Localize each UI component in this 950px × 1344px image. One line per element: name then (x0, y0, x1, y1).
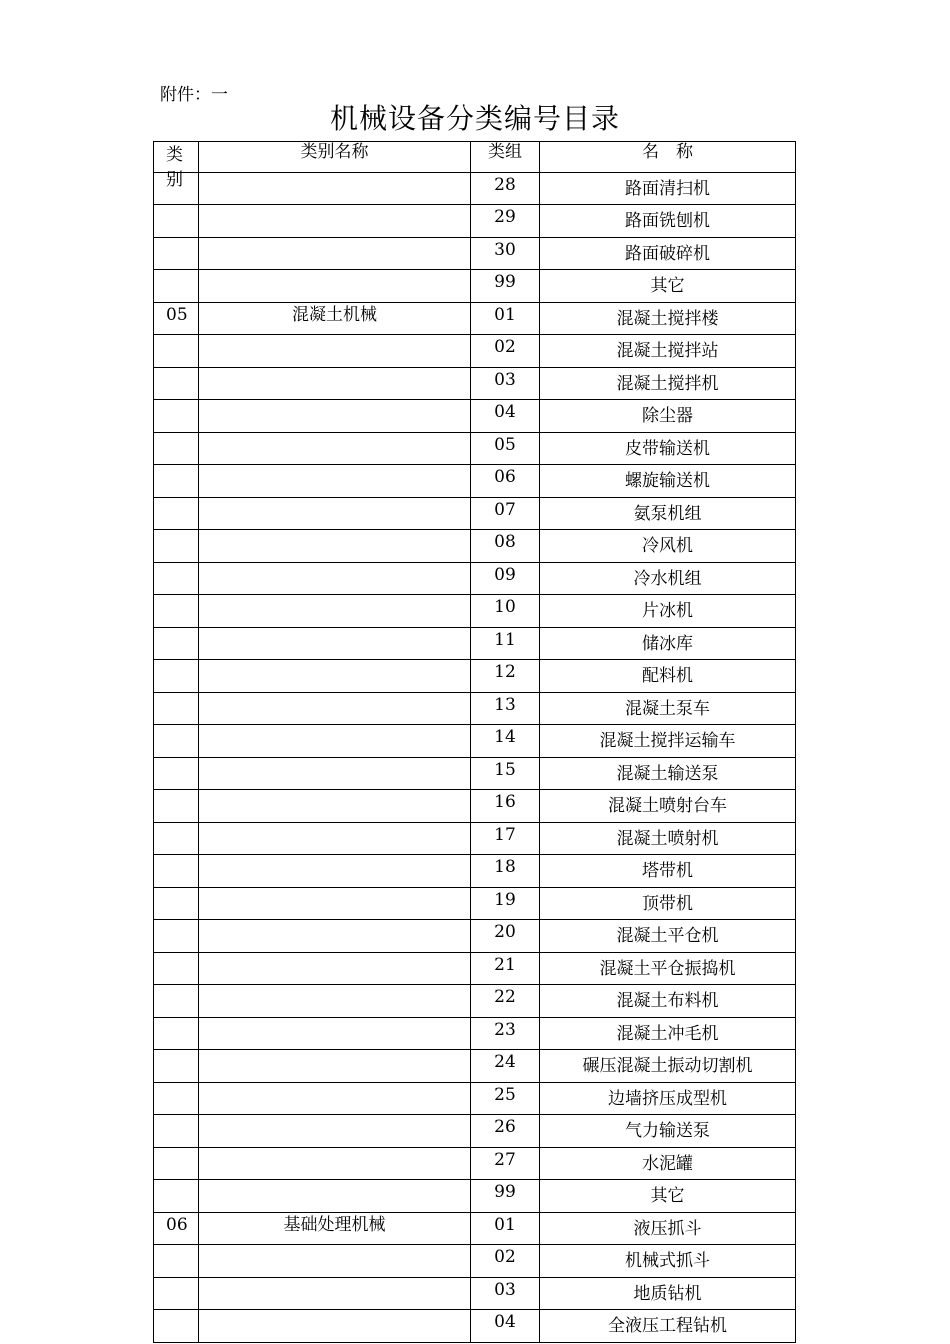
header-category (154, 142, 199, 190)
equipment-name-cell: 混凝土搅拌机 (540, 367, 796, 400)
category-code-cell (154, 335, 199, 368)
table-row (154, 497, 796, 530)
group-code-cell: 19 (471, 887, 540, 920)
table-row (154, 172, 796, 205)
group-code-cell: 12 (471, 660, 540, 693)
equipment-table (153, 141, 796, 1343)
equipment-name-cell: 冷风机 (540, 530, 796, 563)
equipment-name-cell: 混凝土泵车 (540, 692, 796, 725)
table-row (154, 692, 796, 725)
table-header-row (154, 142, 796, 173)
group-code-cell: 06 (471, 465, 540, 498)
table-row (154, 530, 796, 563)
table-row (154, 1180, 796, 1213)
group-code-cell: 10 (471, 595, 540, 628)
group-code-cell: 02 (471, 1245, 540, 1278)
category-name-cell (199, 855, 471, 888)
group-code-cell: 03 (471, 1277, 540, 1310)
table-row (154, 1212, 796, 1245)
category-code-cell (154, 985, 199, 1018)
table-row (154, 1017, 796, 1050)
category-name-cell (199, 790, 471, 823)
page-title: 机械设备分类编号目录 (329, 102, 620, 135)
table-row (154, 1147, 796, 1180)
category-code-cell (154, 497, 199, 530)
category-code-cell (154, 822, 199, 855)
table-row (154, 855, 796, 888)
equipment-name-cell: 路面破碎机 (540, 237, 796, 270)
category-name-cell (199, 237, 471, 270)
group-code-cell: 18 (471, 855, 540, 888)
category-code-cell (154, 562, 199, 595)
category-name-cell (199, 1050, 471, 1083)
equipment-name-cell: 混凝土搅拌运输车 (540, 725, 796, 758)
table-row (154, 757, 796, 790)
category-code-cell (154, 1310, 199, 1343)
equipment-name-cell: 除尘器 (540, 400, 796, 433)
header-group: 类组 (471, 142, 540, 173)
category-name-cell (199, 497, 471, 530)
equipment-name-cell: 碾压混凝土振动切割机 (540, 1050, 796, 1083)
category-code-cell (154, 757, 199, 790)
category-name-cell (199, 595, 471, 628)
equipment-name-cell: 混凝土冲毛机 (540, 1017, 796, 1050)
equipment-name-cell: 全液压工程钻机 (540, 1310, 796, 1343)
table-row (154, 725, 796, 758)
equipment-name-cell: 液压抓斗 (540, 1212, 796, 1245)
table-row (154, 1115, 796, 1148)
equipment-name-cell: 混凝土输送泵 (540, 757, 796, 790)
equipment-name-cell: 混凝土喷射机 (540, 822, 796, 855)
table-row (154, 367, 796, 400)
table-row (154, 270, 796, 303)
category-code-cell (154, 692, 199, 725)
category-name-cell (199, 400, 471, 433)
category-name-cell (199, 1277, 471, 1310)
category-code-cell (154, 1180, 199, 1213)
category-code-cell (154, 725, 199, 758)
group-code-cell: 09 (471, 562, 540, 595)
group-code-cell: 29 (471, 205, 540, 238)
category-code-cell (154, 465, 199, 498)
category-name-cell: 混凝土机械 (199, 302, 471, 335)
table-row (154, 205, 796, 238)
group-code-cell: 07 (471, 497, 540, 530)
category-name-cell (199, 1115, 471, 1148)
equipment-name-cell: 片冰机 (540, 595, 796, 628)
equipment-name-cell: 混凝土平仓机 (540, 920, 796, 953)
group-code-cell: 25 (471, 1082, 540, 1115)
equipment-name-cell: 顶带机 (540, 887, 796, 920)
table-row (154, 237, 796, 270)
group-code-cell: 24 (471, 1050, 540, 1083)
group-code-cell: 20 (471, 920, 540, 953)
group-code-cell: 05 (471, 432, 540, 465)
category-code-cell (154, 530, 199, 563)
group-code-cell: 16 (471, 790, 540, 823)
category-code-cell (154, 920, 199, 953)
equipment-name-cell: 路面铣刨机 (540, 205, 796, 238)
table-row (154, 335, 796, 368)
category-name-cell (199, 335, 471, 368)
header-name: 名 称 (540, 142, 796, 173)
category-name-cell (199, 725, 471, 758)
group-code-cell: 22 (471, 985, 540, 1018)
equipment-name-cell: 螺旋输送机 (540, 465, 796, 498)
category-code-cell (154, 595, 199, 628)
category-code-cell (154, 790, 199, 823)
table-body (154, 172, 796, 1342)
category-name-cell (199, 627, 471, 660)
equipment-name-cell: 机械式抓斗 (540, 1245, 796, 1278)
category-code-cell (154, 1115, 199, 1148)
table-row (154, 400, 796, 433)
equipment-name-cell: 气力输送泵 (540, 1115, 796, 1148)
group-code-cell: 01 (471, 302, 540, 335)
table-row (154, 985, 796, 1018)
category-code-cell (154, 952, 199, 985)
category-name-cell (199, 562, 471, 595)
group-code-cell: 02 (471, 335, 540, 368)
category-name-cell (199, 692, 471, 725)
category-code-cell (154, 627, 199, 660)
table-row (154, 790, 796, 823)
group-code-cell: 15 (471, 757, 540, 790)
table-row (154, 1245, 796, 1278)
table-row (154, 920, 796, 953)
category-code-cell (154, 1017, 199, 1050)
category-name-cell (199, 205, 471, 238)
group-code-cell: 14 (471, 725, 540, 758)
category-name-cell (199, 367, 471, 400)
category-name-cell (199, 1147, 471, 1180)
table-row (154, 627, 796, 660)
category-name-cell (199, 822, 471, 855)
category-code-cell (154, 660, 199, 693)
category-name-cell (199, 432, 471, 465)
category-name-cell (199, 465, 471, 498)
equipment-name-cell: 地质钻机 (540, 1277, 796, 1310)
table-row (154, 465, 796, 498)
group-code-cell: 01 (471, 1212, 540, 1245)
category-name-cell (199, 1082, 471, 1115)
category-code-cell (154, 1082, 199, 1115)
table-row (154, 952, 796, 985)
category-name-cell (199, 172, 471, 205)
attachment-label: 附件：一 (160, 85, 228, 105)
category-name-cell (199, 1017, 471, 1050)
category-name-cell (199, 952, 471, 985)
category-name-cell (199, 660, 471, 693)
category-code-cell (154, 887, 199, 920)
group-code-cell: 04 (471, 1310, 540, 1343)
category-code-cell (154, 855, 199, 888)
table-row (154, 1310, 796, 1343)
category-code-cell (154, 432, 199, 465)
equipment-name-cell: 混凝土搅拌站 (540, 335, 796, 368)
group-code-cell: 17 (471, 822, 540, 855)
category-name-cell (199, 757, 471, 790)
category-code-cell: 05 (154, 302, 199, 335)
table-row (154, 595, 796, 628)
group-code-cell: 26 (471, 1115, 540, 1148)
category-code-cell (154, 1277, 199, 1310)
equipment-name-cell: 其它 (540, 1180, 796, 1213)
category-code-cell (154, 1050, 199, 1083)
equipment-name-cell: 皮带输送机 (540, 432, 796, 465)
equipment-name-cell: 混凝土平仓振捣机 (540, 952, 796, 985)
category-name-cell (199, 530, 471, 563)
group-code-cell: 99 (471, 1180, 540, 1213)
table-row (154, 1050, 796, 1083)
equipment-name-cell: 水泥罐 (540, 1147, 796, 1180)
equipment-name-cell: 氨泵机组 (540, 497, 796, 530)
category-name-cell (199, 887, 471, 920)
category-code-cell (154, 1245, 199, 1278)
group-code-cell: 08 (471, 530, 540, 563)
group-code-cell: 13 (471, 692, 540, 725)
table-row (154, 562, 796, 595)
group-code-cell: 23 (471, 1017, 540, 1050)
equipment-name-cell: 塔带机 (540, 855, 796, 888)
equipment-name-cell: 混凝土布料机 (540, 985, 796, 1018)
group-code-cell: 30 (471, 237, 540, 270)
category-code-cell (154, 270, 199, 303)
category-code-cell (154, 205, 199, 238)
equipment-name-cell: 冷水机组 (540, 562, 796, 595)
group-code-cell: 11 (471, 627, 540, 660)
equipment-name-cell: 路面清扫机 (540, 172, 796, 205)
category-name-cell: 基础处理机械 (199, 1212, 471, 1245)
category-code-cell (154, 237, 199, 270)
category-name-cell (199, 1310, 471, 1343)
table-row (154, 432, 796, 465)
category-name-cell (199, 270, 471, 303)
category-code-cell (154, 367, 199, 400)
equipment-name-cell: 储冰库 (540, 627, 796, 660)
equipment-name-cell: 边墙挤压成型机 (540, 1082, 796, 1115)
table-row (154, 1277, 796, 1310)
header-category-name: 类别名称 (199, 142, 471, 173)
equipment-name-cell: 混凝土喷射台车 (540, 790, 796, 823)
table-row (154, 660, 796, 693)
equipment-name-cell: 配料机 (540, 660, 796, 693)
category-name-cell (199, 1180, 471, 1213)
category-name-cell (199, 985, 471, 1018)
table-row (154, 302, 796, 335)
group-code-cell: 04 (471, 400, 540, 433)
category-code-cell (154, 1147, 199, 1180)
group-code-cell: 21 (471, 952, 540, 985)
header-category-label: 类别 (166, 145, 183, 190)
table-row (154, 822, 796, 855)
group-code-cell: 28 (471, 172, 540, 205)
category-code-cell: 06 (154, 1212, 199, 1245)
category-name-cell (199, 1245, 471, 1278)
equipment-name-cell: 混凝土搅拌楼 (540, 302, 796, 335)
group-code-cell: 03 (471, 367, 540, 400)
table-row (154, 1082, 796, 1115)
equipment-name-cell: 其它 (540, 270, 796, 303)
group-code-cell: 27 (471, 1147, 540, 1180)
table-row (154, 887, 796, 920)
group-code-cell: 99 (471, 270, 540, 303)
category-name-cell (199, 920, 471, 953)
category-code-cell (154, 400, 199, 433)
